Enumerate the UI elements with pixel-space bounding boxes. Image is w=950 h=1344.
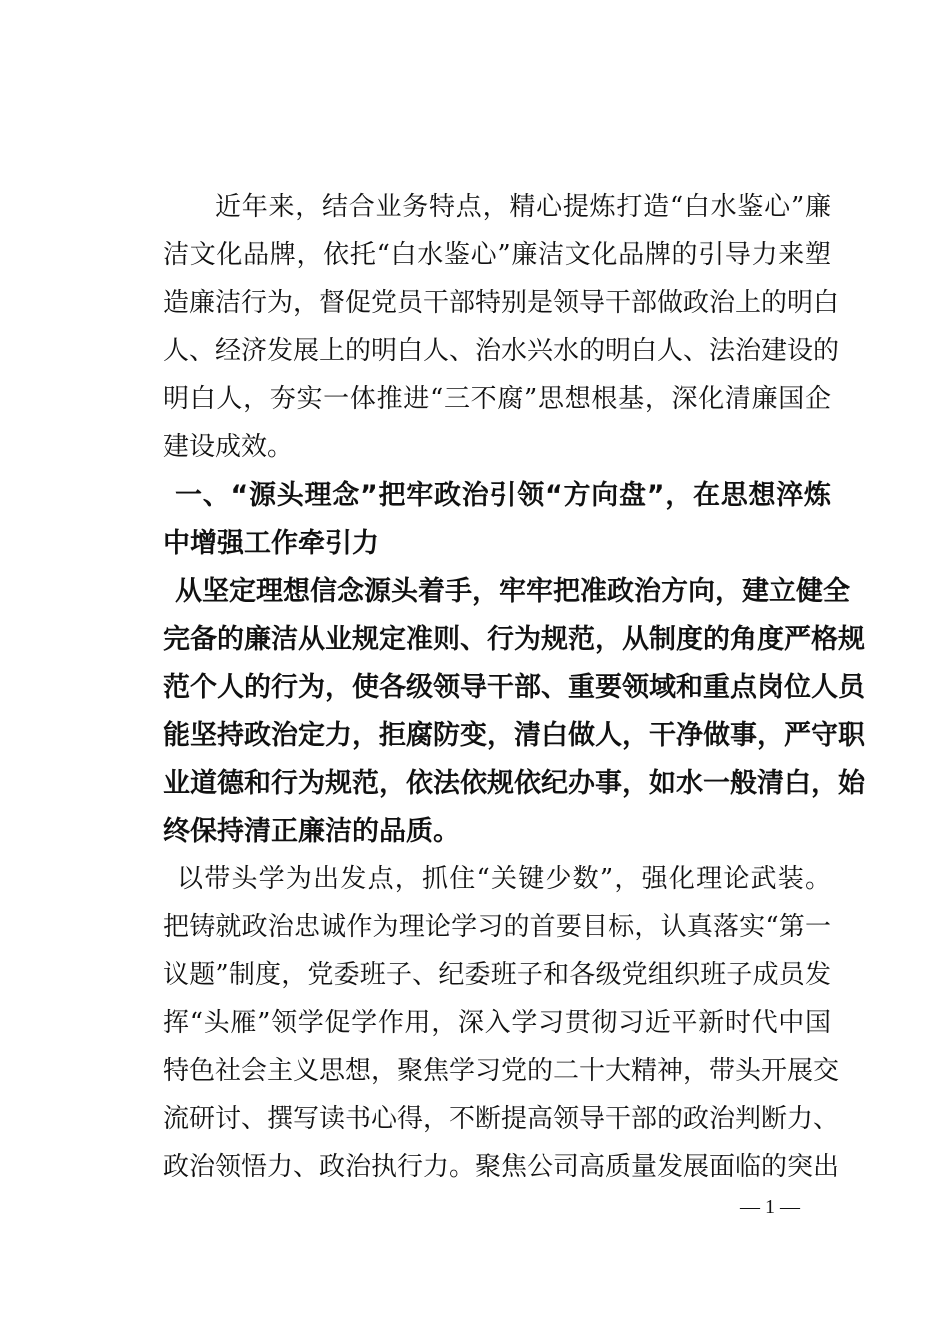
paragraph-2-line: 范个人的行为，使各级领导干部、重要领域和重点岗位人员: [163, 672, 865, 703]
section-heading: 一、“源头理念”把牢政治引领“方向盘”，在思想淬炼: [175, 480, 831, 511]
paragraph-2-line: 能坚持政治定力，拒腐防变，清白做人，干净做事，严守职: [163, 720, 865, 751]
page-number: — 1 —: [740, 1196, 800, 1218]
paragraph-1-line: 建设成效。: [163, 432, 294, 462]
paragraph-3-line: 把铸就政治忠诚作为理论学习的首要目标，认真落实“第一: [163, 912, 831, 942]
paragraph-2-line: 完备的廉洁从业规定准则、行为规范，从制度的角度严格规: [163, 624, 865, 655]
paragraph-1-line: 造廉洁行为，督促党员干部特别是领导干部做政治上的明白: [163, 288, 840, 318]
paragraph-3-line: 以带头学为出发点，抓住“关键少数”，强化理论武装。: [177, 864, 831, 894]
paragraph-2-line: 从坚定理想信念源头着手，牢牢把准政治方向，建立健全: [175, 576, 850, 607]
paragraph-2-line: 业道德和行为规范，依法依规依纪办事，如水一般清白，始: [163, 768, 865, 799]
paragraph-3-line: 议题”制度，党委班子、纪委班子和各级党组织班子成员发: [163, 960, 831, 990]
paragraph-1-line: 明白人，夯实一体推进“三不腐”思想根基，深化清廉国企: [163, 384, 831, 414]
paragraph-3-line: 政治领悟力、政治执行力。聚焦公司高质量发展面临的突出: [163, 1152, 840, 1182]
paragraph-3-line: 挥“头雁”领学促学作用，深入学习贯彻习近平新时代中国: [163, 1008, 831, 1038]
section-heading: 中增强工作牵引力: [163, 528, 379, 559]
paragraph-3-line: 流研讨、撰写读书心得，不断提高领导干部的政治判断力、: [163, 1104, 840, 1134]
paragraph-1-line: 人、经济发展上的明白人、治水兴水的明白人、法治建设的: [163, 336, 840, 366]
paragraph-3-line: 特色社会主义思想，聚焦学习党的二十大精神，带头开展交: [163, 1056, 840, 1086]
paragraph-1-line: 洁文化品牌，依托“白水鉴心”廉洁文化品牌的引导力来塑: [163, 240, 831, 270]
paragraph-1-line: 近年来，结合业务特点，精心提炼打造“白水鉴心”廉: [215, 192, 831, 222]
paragraph-2-line: 终保持清正廉洁的品质。: [163, 816, 460, 847]
